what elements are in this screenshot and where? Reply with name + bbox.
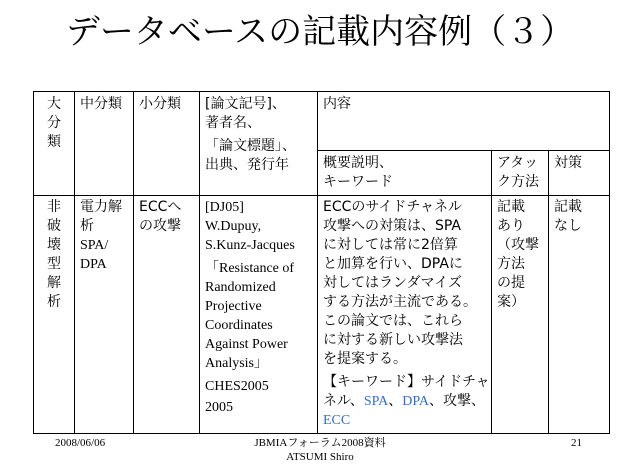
header-naiyou: 内容 (318, 92, 610, 151)
cell-daibunrui: 非 破 壊 型 解 析 (34, 196, 75, 434)
header-chuubunrui: 中分類 (75, 92, 134, 196)
header-ronbun: [論文記号]、 著者名、 「論文標題」、 出典、発行年 (200, 92, 318, 196)
cell-taisaku: 記載 なし (549, 196, 610, 434)
header-gaiyou: 概要説明、 キーワード (318, 151, 492, 196)
cell-shoubunrui: ECCへ の攻撃 (134, 196, 200, 434)
footer-page-number: 21 (571, 437, 582, 449)
cell-attack: 記載 あり （攻撃 方法 の提 案） (492, 196, 549, 434)
keyword-dpa: DPA (402, 394, 430, 409)
footer-date: 2008/06/06 (55, 437, 106, 449)
keyword-spa: SPA (363, 394, 389, 409)
database-table (33, 91, 610, 434)
keyword-line: ネル、SPA、DPA、攻撃、 (323, 393, 486, 409)
header-taisaku: 対策 (549, 151, 610, 196)
slide-title: データベースの記載内容例（３） (65, 12, 575, 52)
keyword-label: 【キーワード】サイドチャ (323, 374, 490, 390)
cell-ronbun: [DJ05] W.Dupuy, S.Kunz-Jacques 「Resistance of Randomized Projective Coordinates Against Power Analysis」 CHES2005 2005 (200, 196, 318, 434)
keyword-ecc: ECC (323, 413, 351, 428)
footer-center: JBMIAフォーラム2008資料 ATSUMI Shiro (254, 437, 386, 463)
header-attack: アタッ ク方法 (492, 151, 549, 196)
header-shoubunrui: 小分類 (134, 92, 200, 196)
header-daibunrui: 大 分 類 (34, 92, 75, 196)
cell-chuubunrui: 電力解 析 SPA/ DPA (75, 196, 134, 434)
cell-gaiyou: ECCのサイドチャネル 攻撃への対策は、SPA に対しては常に2倍算 と加算を行い、DPAに 対してはランダマイズ する方法が主流である。 この論文では、これら に対する新しい攻撃法 を提案する。 【キーワード】サイドチャ ネル、SPA、DPA、攻撃、 ECC (318, 196, 492, 434)
